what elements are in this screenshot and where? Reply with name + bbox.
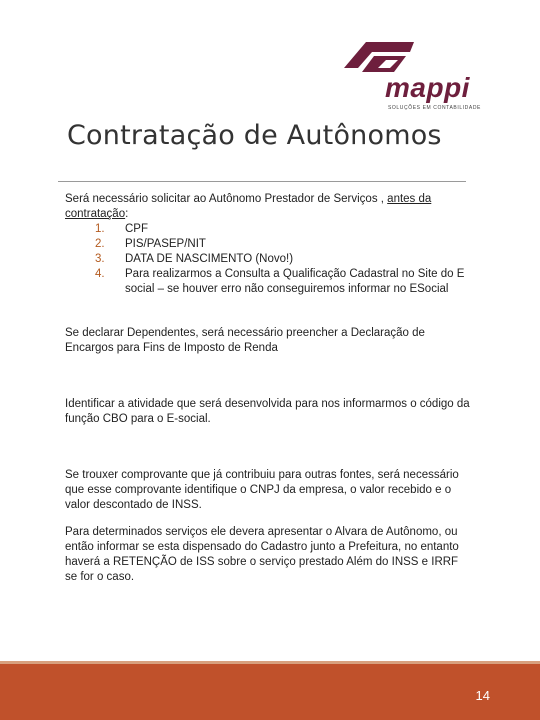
mappi-logo <box>340 38 480 118</box>
list-text: CPF <box>125 223 148 235</box>
list-item <box>65 222 470 237</box>
list-text: PIS/PASEP/NIT <box>125 238 206 250</box>
list-number: 3. <box>95 253 105 265</box>
list-number: 1. <box>95 223 105 235</box>
dependents-paragraph: Se declarar Dependentes, será necessário preencher a Declaração de Encargos para Fins de Imposto de Renda <box>65 327 425 354</box>
slide-footer <box>0 664 540 720</box>
cbo-paragraph: Identificar a atividade que será desenvolvida para nos informarmos o código da função CBO para o E-social. <box>65 398 470 425</box>
intro-colon: : <box>125 208 129 220</box>
list-item <box>65 267 470 297</box>
list-item <box>65 252 470 267</box>
list-number: 4. <box>95 268 105 280</box>
list-text: DATA DE NASCIMENTO (Novo!) <box>125 253 294 265</box>
page-number: 14 <box>475 688 490 703</box>
intro-text: Será necessário solicitar ao Autônomo Prestador de Serviços , <box>65 193 388 205</box>
list-number: 2. <box>95 238 105 250</box>
list-item <box>65 237 470 252</box>
inss-paragraph: Se trouxer comprovante que já contribuiu para outras fontes, será necessário que esse comprovante identifique o CNPJ da empresa, o valor recebido e o valor descontado de INSS. <box>65 469 459 511</box>
logo-wordmark: mappi <box>385 72 470 103</box>
requirements-list <box>65 222 470 297</box>
slide-title: Contratação de Autônomos <box>67 120 442 151</box>
title-divider <box>58 181 466 182</box>
list-text: Para realizarmos a Consulta a Qualificação Cadastral no Site do E social – se houver erro não conseguiremos informar no ESocial <box>125 268 465 295</box>
intro-paragraph <box>65 192 470 222</box>
intro-underlined: antes da contratação <box>65 193 432 220</box>
alvara-paragraph: Para determinados serviços ele devera apresentar o Alvara de Autônomo, ou então informar se esta dispensado do Cadastro junto a Prefeitura, no entanto haverá a RETENÇÃO de ISS sobre o serviço prestado Além do INSS e IRRF se for o caso. <box>65 526 459 583</box>
slide-content <box>65 192 470 585</box>
logo-tagline: SOLUÇÕES EM CONTABILIDADE <box>388 105 481 111</box>
